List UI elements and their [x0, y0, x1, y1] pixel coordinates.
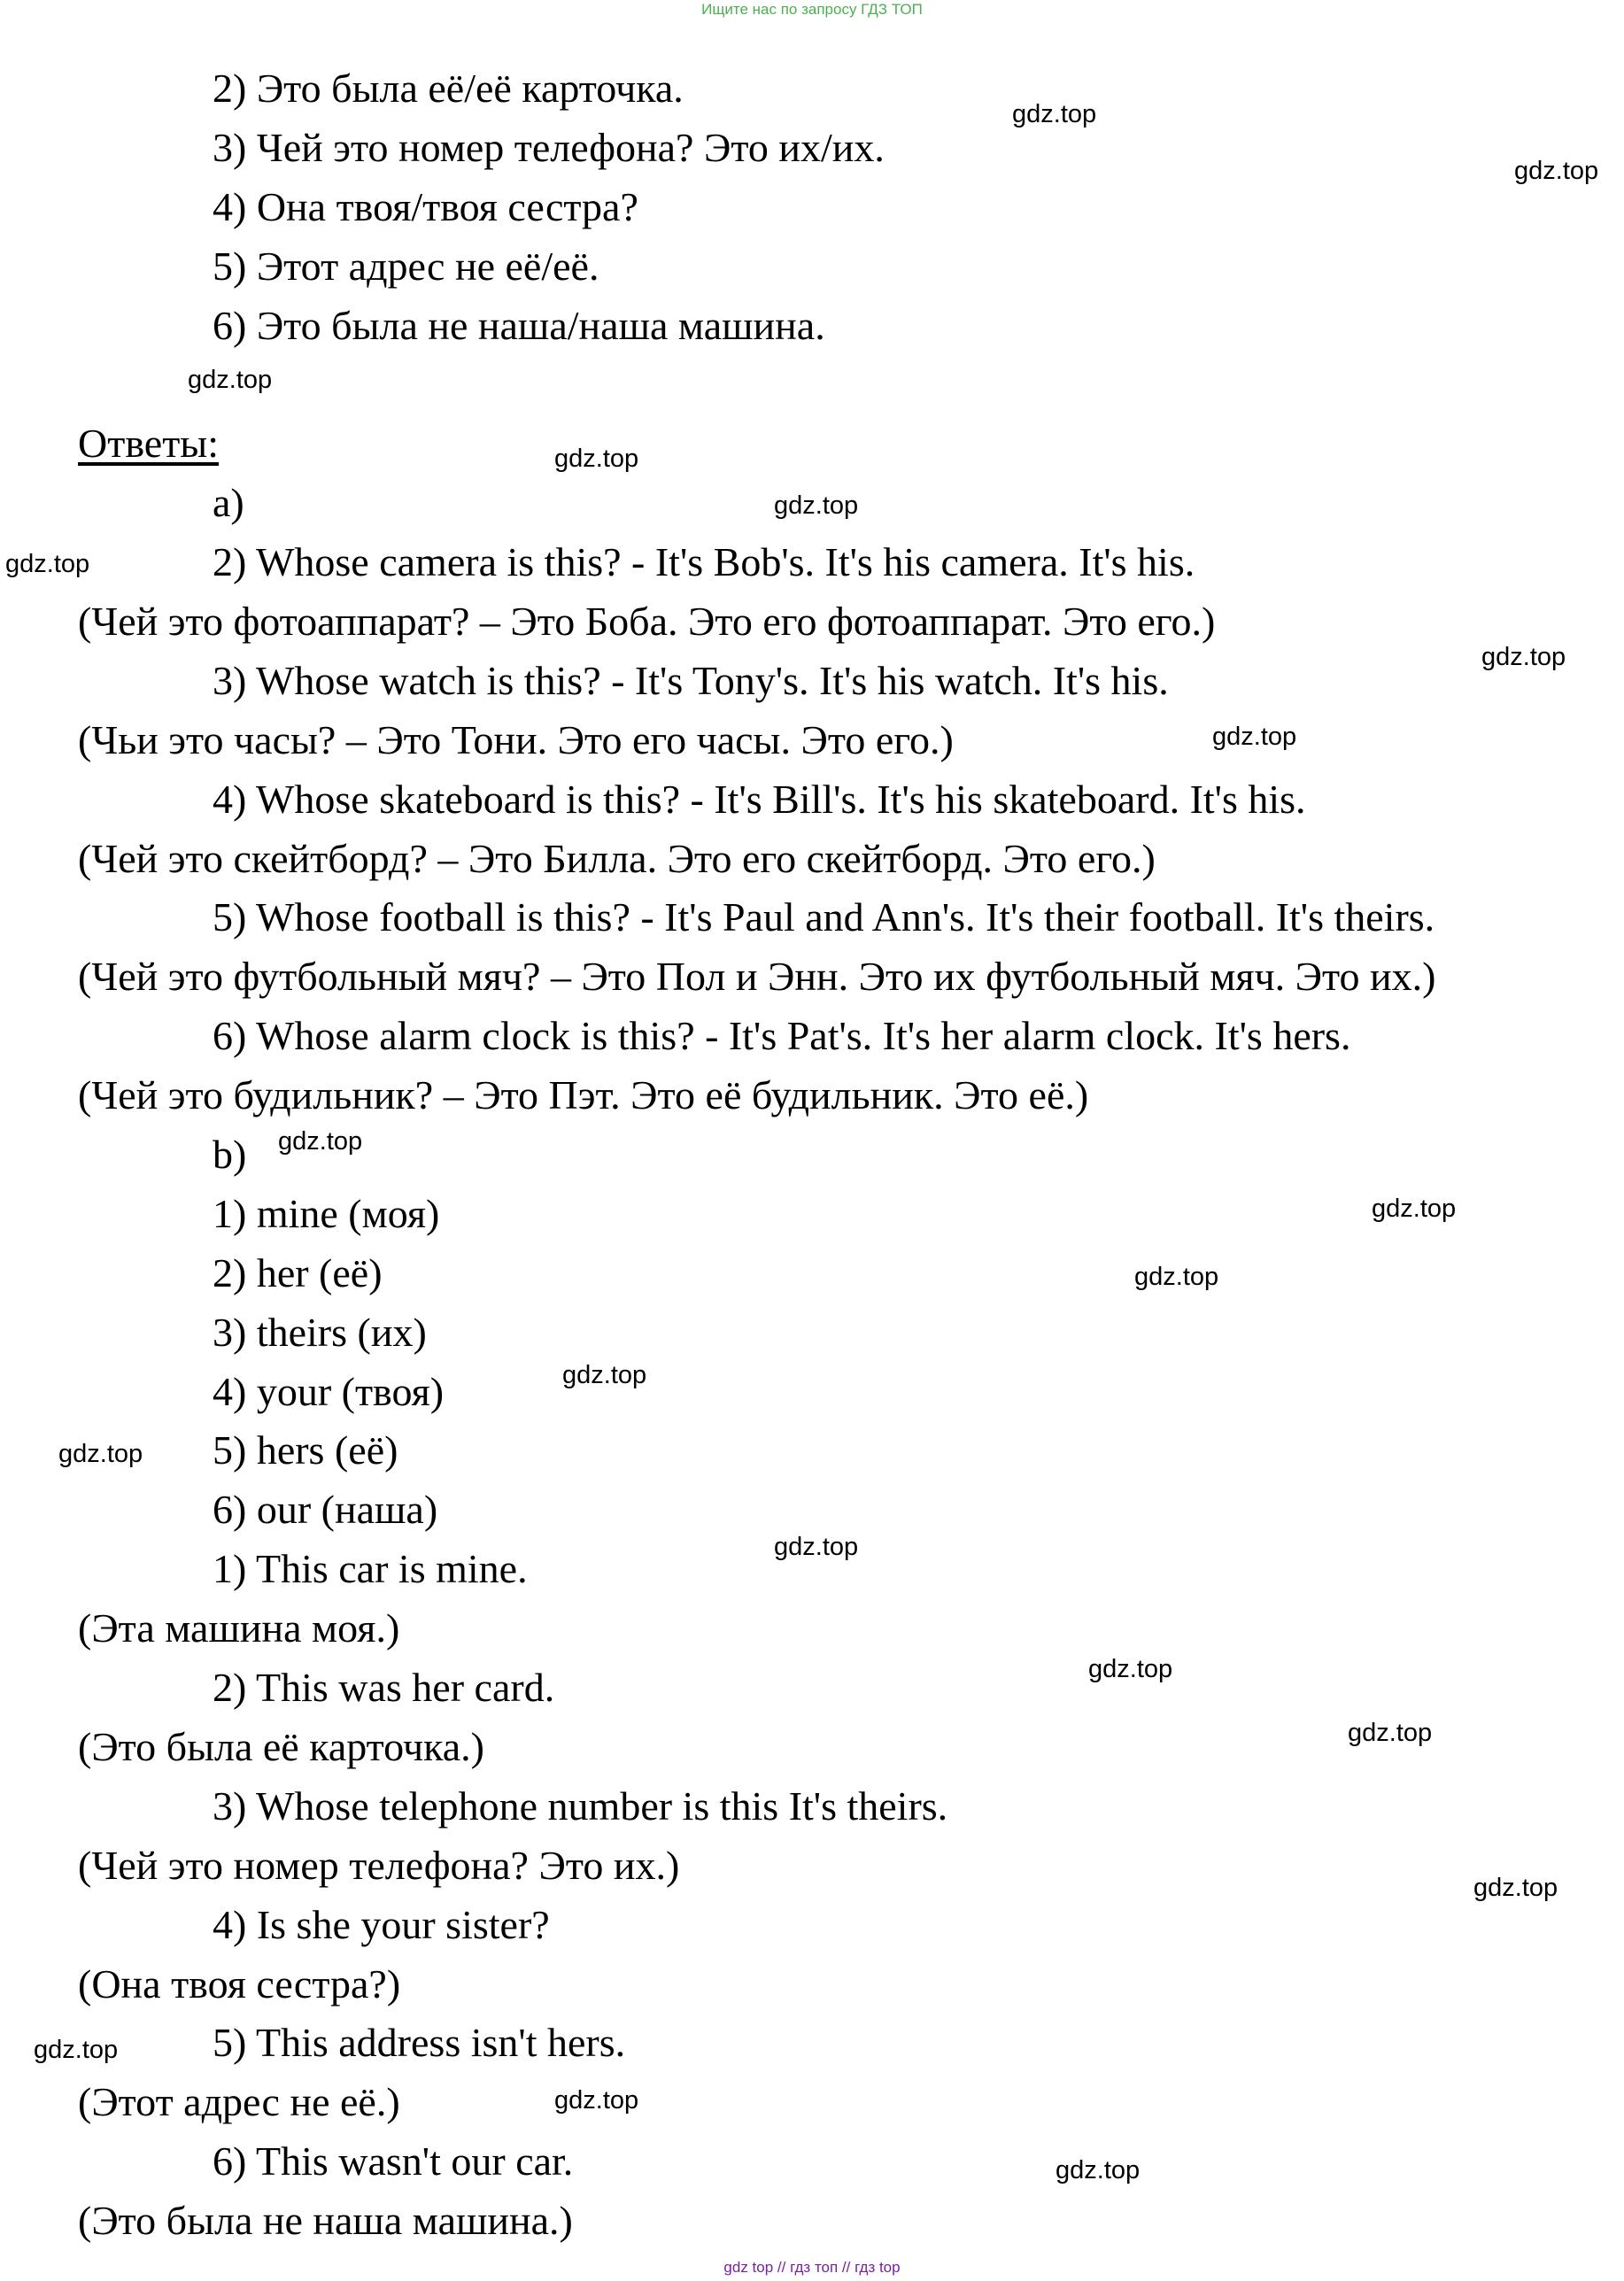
translation-line: (Чей это номер телефона? Это их.) [78, 1842, 680, 1888]
watermark: gdz.top [1056, 2156, 1141, 2184]
watermark: gdz.top [1473, 1874, 1558, 1902]
watermark: gdz.top [1481, 643, 1566, 671]
section-label-a: a) [213, 480, 244, 526]
watermark: gdz.top [5, 550, 90, 578]
text-line: 6) Это была не наша/наша машина. [213, 302, 825, 348]
translation-line: (Эта машина моя.) [78, 1605, 400, 1651]
watermark: gdz.top [1348, 1719, 1433, 1747]
translation-line: (Чьи это часы? – Это Тони. Это его часы. Это его.) [78, 716, 954, 762]
watermark: gdz.top [1012, 100, 1097, 128]
text-line: 5) This address isn't hers. [213, 2020, 626, 2066]
watermark: gdz.top [1088, 1655, 1173, 1683]
watermark: gdz.top [58, 1440, 143, 1468]
text-line: 1) mine (моя) [213, 1190, 440, 1236]
text-line: 5) Whose football is this? - It's Paul and Ann's. It's their football. It's theirs. [213, 894, 1435, 940]
watermark: gdz.top [1134, 1263, 1219, 1291]
text-line: 4) Whose skateboard is this? - It's Bill's. It's his skateboard. It's his. [213, 776, 1306, 822]
watermark: gdz.top [554, 445, 639, 473]
text-line: 3) Whose telephone number is this It's theirs. [213, 1782, 948, 1829]
text-line: 6) Whose alarm clock is this? - It's Pat's. It's her alarm clock. It's hers. [213, 1013, 1351, 1059]
bottom-banner[interactable]: gdz top // гдз топ // гдз top [723, 2259, 901, 2276]
watermark: gdz.top [774, 491, 859, 520]
section-label-b: b) [213, 1132, 247, 1178]
watermark: gdz.top [774, 1533, 859, 1561]
text-line: 5) hers (её) [213, 1427, 398, 1473]
text-line: 3) Whose watch is this? - It's Tony's. It's his watch. It's his. [213, 657, 1169, 703]
translation-line: (Это была не наша машина.) [78, 2198, 573, 2244]
text-line: 4) Is she your sister? [213, 1901, 550, 1947]
watermark: gdz.top [188, 366, 273, 394]
text-line: 6) our (наша) [213, 1487, 438, 1533]
text-line: 3) Чей это номер телефона? Это их/их. [213, 124, 885, 170]
translation-line: (Чей это футбольный мяч? – Это Пол и Энн. Это их футбольный мяч. Это их.) [78, 954, 1436, 1000]
watermark: gdz.top [554, 2086, 639, 2115]
answers-heading: Ответы: [78, 421, 219, 467]
translation-line: (Чей это фотоаппарат? – Это Боба. Это его фотоаппарат. Это его.) [78, 599, 1216, 645]
translation-line: (Чей это будильник? – Это Пэт. Это её будильник. Это её.) [78, 1072, 1089, 1118]
translation-line: (Это была её карточка.) [78, 1723, 484, 1769]
watermark: gdz.top [278, 1127, 363, 1156]
watermark: gdz.top [562, 1361, 647, 1389]
translation-line: (Она твоя сестра?) [78, 1960, 401, 2007]
text-line: 3) theirs (их) [213, 1309, 427, 1355]
watermark: gdz.top [1372, 1195, 1457, 1223]
watermark: gdz.top [1514, 157, 1599, 185]
text-line: 2) Whose camera is this? - It's Bob's. It's his camera. It's his. [213, 539, 1195, 585]
translation-line: (Этот адрес не её.) [78, 2079, 400, 2125]
text-line: 2) her (её) [213, 1249, 383, 1295]
watermark: gdz.top [1212, 723, 1297, 751]
watermark: gdz.top [34, 2036, 119, 2064]
text-line: 4) your (твоя) [213, 1368, 445, 1414]
text-line: 1) This car is mine. [213, 1546, 528, 1592]
text-line: 6) This wasn't our car. [213, 2138, 574, 2184]
translation-line: (Чей это скейтборд? – Это Билла. Это его скейтборд. Это его.) [78, 835, 1156, 881]
text-line: 2) This was her card. [213, 1665, 555, 1711]
top-banner[interactable]: Ищите нас по запросу ГДЗ ТОП [701, 1, 923, 18]
text-line: 2) Это была её/её карточка. [213, 66, 684, 111]
text-line: 4) Она твоя/твоя сестра? [213, 183, 638, 229]
text-line: 5) Этот адрес не её/её. [213, 243, 599, 289]
